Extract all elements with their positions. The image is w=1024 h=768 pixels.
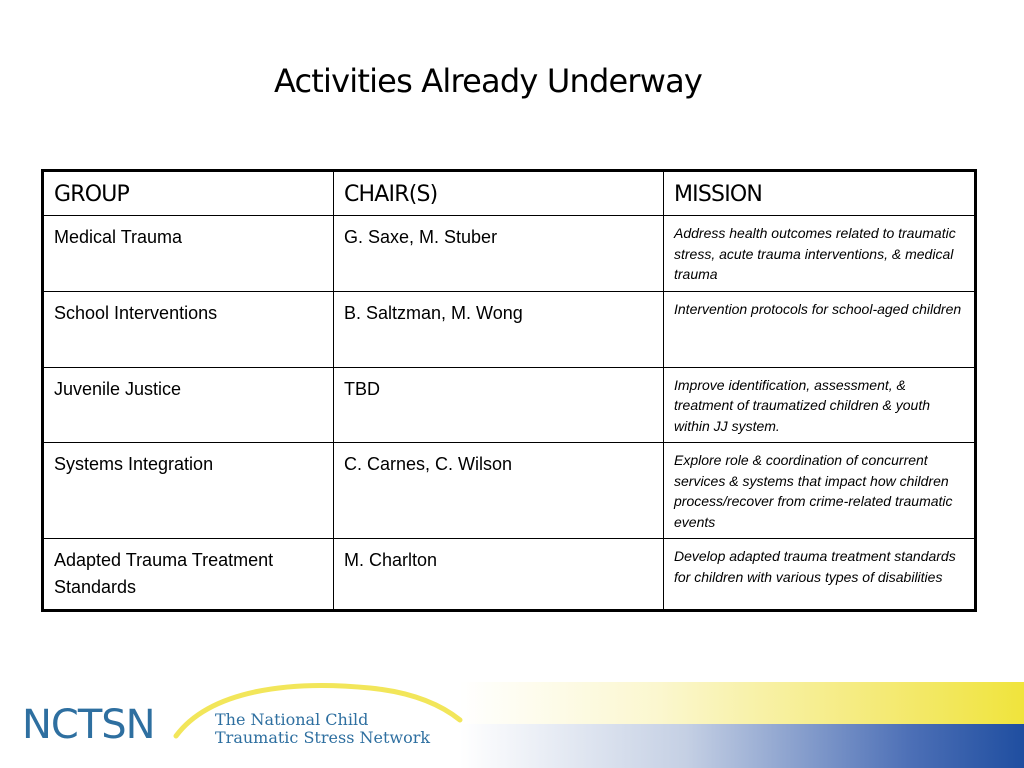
organization-name-line1: The National Child <box>215 710 369 729</box>
slide-title: Activities Already Underway <box>273 62 703 100</box>
table-row <box>43 539 976 611</box>
mission-cell: Explore role & coordination of concurrent services & systems that impact how children process/recover from crime-related traumatic events <box>664 443 976 539</box>
chairs-cell: C. Carnes, C. Wilson <box>334 443 664 539</box>
table-row <box>43 291 976 367</box>
column-header-chairs: CHAIR(S) <box>334 171 664 216</box>
table-row <box>43 216 976 292</box>
mission-cell: Address health outcomes related to traumatic stress, acute trauma interventions, & medical trauma <box>664 216 976 292</box>
footer-banner <box>0 640 1024 768</box>
chairs-cell: TBD <box>334 367 664 443</box>
chairs-cell: G. Saxe, M. Stuber <box>334 216 664 292</box>
blue-gradient-bar <box>460 724 1024 768</box>
group-cell: School Interventions <box>43 291 334 367</box>
chairs-cell: M. Charlton <box>334 539 664 611</box>
organization-name <box>215 711 430 747</box>
group-cell: Medical Trauma <box>43 216 334 292</box>
table-header-row <box>43 171 976 216</box>
mission-cell: Develop adapted trauma treatment standards for children with various types of disabilities <box>664 539 976 611</box>
table-row <box>43 367 976 443</box>
organization-name-line2: Traumatic Stress Network <box>215 728 431 747</box>
activities-table <box>41 169 977 612</box>
group-cell: Systems Integration <box>43 443 334 539</box>
yellow-gradient-bar <box>460 682 1024 724</box>
chairs-cell: B. Saltzman, M. Wong <box>334 291 664 367</box>
group-cell: Juvenile Justice <box>43 367 334 443</box>
mission-cell: Improve identification, assessment, & treatment of traumatized children & youth within JJ system. <box>664 367 976 443</box>
table-row <box>43 443 976 539</box>
nctsn-logo: NCTSN <box>22 702 155 748</box>
mission-cell: Intervention protocols for school-aged children <box>664 291 976 367</box>
column-header-group: GROUP <box>43 171 334 216</box>
column-header-mission: MISSION <box>664 171 976 216</box>
group-cell: Adapted Trauma Treatment Standards <box>43 539 334 611</box>
